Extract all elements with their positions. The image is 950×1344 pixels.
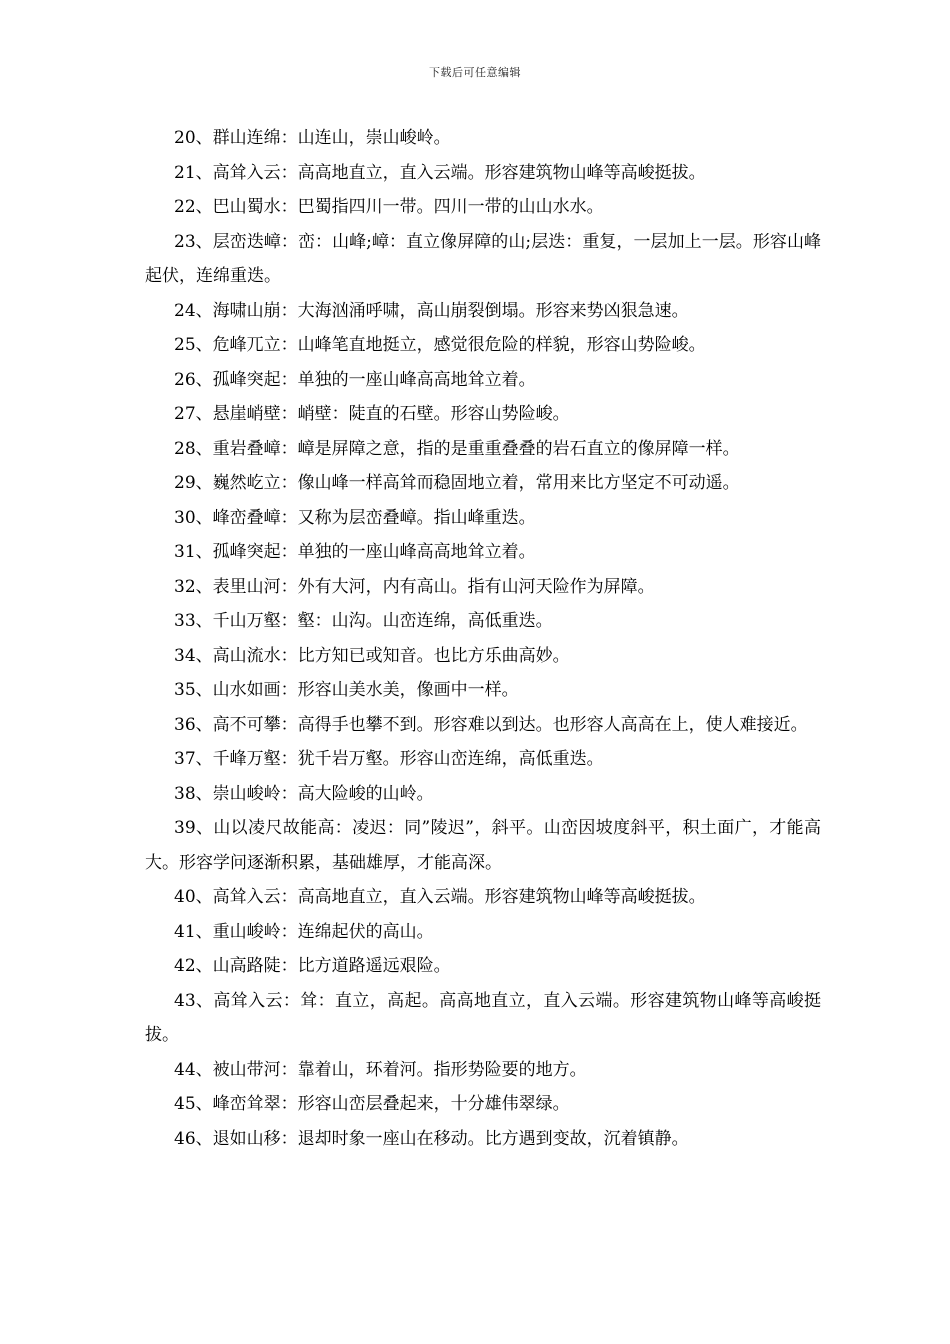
list-item: 22、巴山蜀水：巴蜀指四川一带。四川一带的山山水水。 — [174, 197, 604, 217]
list-item: 21、高耸入云：高高地直立，直入云端。形容建筑物山峰等高峻挺拔。 — [174, 162, 706, 183]
list-item: 33、千山万壑：壑：山沟。山峦连绵，高低重迭。 — [174, 611, 553, 631]
list-item: 29、巍然屹立：像山峰一样高耸而稳固地立着，常用来比方坚定不可动遥。 — [174, 473, 740, 493]
list-item: 26、孤峰突起：单独的一座山峰高高地耸立着。 — [174, 369, 536, 390]
list-item: 40、高耸入云：高高地直立，直入云端。形容建筑物山峰等高峻挺拔。 — [174, 887, 706, 907]
list-item: 41、重山峻岭：连绵起伏的高山。 — [174, 921, 434, 942]
list-item: 25、危峰兀立：山峰笔直地挺立，感觉很危险的样貌，形容山势险峻。 — [174, 335, 706, 355]
page-header: 下载后可任意编辑 — [429, 66, 521, 79]
list-item: 23、层峦迭嶂：峦：山峰;嶂：直立像屏障的山;层迭：重复，一层加上一层。形容山峰起伏，连绵重迭。 — [145, 231, 821, 286]
list-item: 42、山高路陡：比方道路遥远艰险。 — [174, 956, 451, 976]
list-item: 36、高不可攀：高得手也攀不到。形容难以到达。也形容人高高在上，使人难接近。 — [174, 714, 808, 735]
list-item: 28、重岩叠嶂：嶂是屏障之意，指的是重重叠叠的岩石直立的像屏障一样。 — [174, 438, 740, 459]
list-item: 34、高山流水：比方知已或知音。也比方乐曲高妙。 — [174, 645, 570, 666]
list-item: 38、崇山峻岭：高大险峻的山岭。 — [174, 783, 434, 804]
list-item: 20、群山连绵：山连山，崇山峻岭。 — [174, 128, 451, 148]
list-item: 37、千峰万壑：犹千岩万壑。形容山峦连绵，高低重迭。 — [174, 749, 604, 769]
list-item: 27、悬崖峭壁：峭壁：陡直的石壁。形容山势险峻。 — [174, 404, 570, 424]
list-item: 39、山以凌尺故能高：凌迟：同”陵迟”，斜平。山峦因坡度斜平，积土面广，才能高大。形容学问逐渐积累，基础雄厚，才能高深。 — [145, 818, 821, 873]
list-item: 32、表里山河：外有大河，内有高山。指有山河天险作为屏障。 — [174, 576, 655, 597]
list-item: 43、高耸入云：耸：直立，高起。高高地直立，直入云端。形容建筑物山峰等高峻挺拔。 — [145, 990, 821, 1045]
list-item: 24、海啸山崩：大海汹涌呼啸，高山崩裂倒塌。形容来势凶狠急速。 — [174, 300, 689, 321]
list-item: 30、峰峦叠嶂：又称为层峦叠嶂。指山峰重迭。 — [174, 507, 536, 528]
list-item: 46、退如山移：退却时象一座山在移动。比方遇到变故，沉着镇静。 — [174, 1128, 689, 1149]
list-item: 44、被山带河：靠着山，环着河。指形势险要的地方。 — [174, 1059, 587, 1080]
list-item: 31、孤峰突起：单独的一座山峰高高地耸立着。 — [174, 542, 536, 562]
list-item: 45、峰峦耸翠：形容山峦层叠起来，十分雄伟翠绿。 — [174, 1094, 570, 1114]
idiom-list — [145, 121, 821, 1156]
list-item: 35、山水如画：形容山美水美，像画中一样。 — [174, 680, 519, 700]
